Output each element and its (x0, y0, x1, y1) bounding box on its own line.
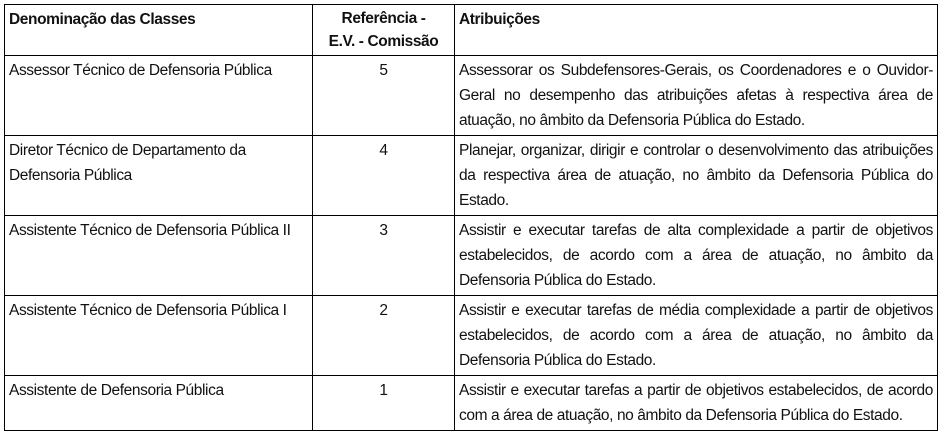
class-attribution: Assistir e executar tarefas de alta complexidade a partir de objetivos estabelecidos, de acordo com a área de atuação, no âmbito da Defensoria Pública do Estado. (455, 216, 938, 296)
class-name: Assistente Técnico de Defensoria Pública II (5, 216, 313, 296)
class-attribution: Assistir e executar tarefas de média complexidade a partir de objetivos estabelecidos, de acordo com a área de atuação, no âmbito da Defensoria Pública do Estado. (455, 296, 938, 376)
class-attribution: Planejar, organizar, dirigir e controlar o desenvolvimento das atribuições da respectiva área de atuação, no âmbito da Defensoria Pública do Estado. (455, 136, 938, 216)
table-row (5, 136, 938, 216)
classes-table (4, 4, 938, 431)
class-reference: 4 (313, 136, 455, 216)
header-reference-line1: Referência - (341, 10, 426, 27)
class-name: Diretor Técnico de Departamento da Defensoria Pública (5, 136, 313, 216)
header-row (5, 5, 938, 56)
table-body (5, 56, 938, 431)
table-row (5, 216, 938, 296)
table-row (5, 296, 938, 376)
header-attributions: Atribuições (455, 5, 938, 56)
class-name: Assessor Técnico de Defensoria Pública (5, 56, 313, 136)
class-reference: 3 (313, 216, 455, 296)
class-reference: 1 (313, 376, 455, 431)
table-header (5, 5, 938, 56)
table-row (5, 56, 938, 136)
class-name: Assistente Técnico de Defensoria Pública I (5, 296, 313, 376)
table-row (5, 376, 938, 431)
header-classes: Denominação das Classes (5, 5, 313, 56)
class-name: Assistente de Defensoria Pública (5, 376, 313, 431)
class-attribution: Assistir e executar tarefas a partir de objetivos estabelecidos, de acordo com a área de atuação, no âmbito da Defensoria Pública do Estado. (455, 376, 938, 431)
class-reference: 5 (313, 56, 455, 136)
header-reference (313, 5, 455, 56)
class-reference: 2 (313, 296, 455, 376)
class-attribution: Assessorar os Subdefensores-Gerais, os Coordenadores e o Ouvidor-Geral no desempenho das atribuições afetas à respectiva área de atuação, no âmbito da Defensoria Pública do Estado. (455, 56, 938, 136)
header-reference-line2: E.V. - Comissão (328, 33, 439, 50)
